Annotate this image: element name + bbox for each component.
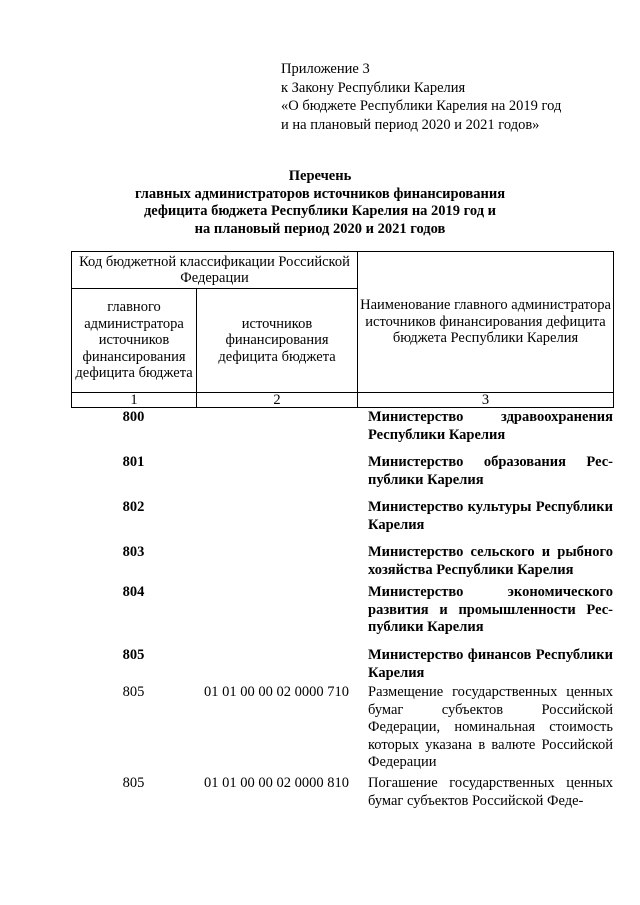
- admin-code: 805: [122, 647, 145, 663]
- header-budget-classification: Код бюджетной классификации Российской Федерации: [72, 252, 358, 289]
- source-code: 01 01 00 00 02 0000 710: [204, 684, 349, 700]
- title-line: главных администраторов источников финансирования: [134, 185, 506, 202]
- table-row: [71, 544, 613, 584]
- header-number-2: 2: [197, 393, 358, 408]
- table-row: [71, 584, 613, 647]
- administrator-name: Министерство экономического развития и промышленности Республики Карелия: [368, 584, 613, 635]
- table-row: [71, 775, 613, 815]
- administrator-name: Министерство здравоохранения Республики Карелия: [368, 409, 613, 443]
- administrator-name: Министерство финансов Республики Карелия: [368, 647, 613, 681]
- table-header: [71, 251, 614, 408]
- header-number-3: 3: [358, 393, 614, 408]
- table-row: [71, 499, 613, 544]
- title-line: на плановый период 2020 и 2021 годов: [194, 220, 446, 237]
- title-line: дефицита бюджета Республики Карелия на 2019 год и: [143, 203, 497, 219]
- admin-code: 800: [122, 409, 145, 425]
- header-name-column: Наименование главного администратора источников финансирования дефицита бюджета Республики Карелия: [358, 252, 614, 393]
- admin-code: 803: [122, 544, 145, 560]
- table-row: [71, 647, 613, 684]
- admin-code: 802: [122, 499, 145, 515]
- administrator-name: Министерство образования Республики Карелия: [368, 454, 613, 488]
- table-body: [71, 409, 613, 815]
- administrator-name: Министерство культуры Республики Карелия: [368, 499, 613, 533]
- administrator-name: Министерство сельского и рыбного хозяйства Республики Карелия: [368, 544, 613, 578]
- administrator-name: Размещение государственных ценных бумаг субъектов Российской Федерации, номинальная стоимость которых указана в валюте Российской Федерации: [368, 684, 613, 770]
- appendix-line: и на плановый период 2020 и 2021 годов»: [281, 116, 540, 133]
- document-title: [0, 168, 640, 238]
- appendix-line: Приложение 3: [281, 61, 370, 77]
- table-row: [71, 454, 613, 499]
- header-source-column: источников финансирования дефицита бюджета: [197, 289, 358, 393]
- admin-code: 805: [122, 684, 145, 700]
- source-code: 01 01 00 00 02 0000 810: [204, 775, 349, 791]
- admin-code: 801: [122, 454, 145, 470]
- administrator-name: Погашение государственных ценных бумаг субъектов Российской Феде-: [368, 775, 613, 809]
- appendix-header: [281, 60, 561, 134]
- header-number-1: 1: [72, 393, 197, 408]
- header-admin-column: главного администратора источников финансирования дефицита бюджета: [72, 289, 197, 393]
- appendix-line: «О бюджете Республики Карелия на 2019 год: [281, 98, 562, 114]
- title-line: Перечень: [288, 168, 352, 184]
- table-row: [71, 684, 613, 775]
- admin-code: 805: [122, 775, 145, 791]
- admin-code: 804: [122, 584, 145, 600]
- table-row: [71, 409, 613, 454]
- appendix-line: к Закону Республики Карелия: [281, 79, 466, 96]
